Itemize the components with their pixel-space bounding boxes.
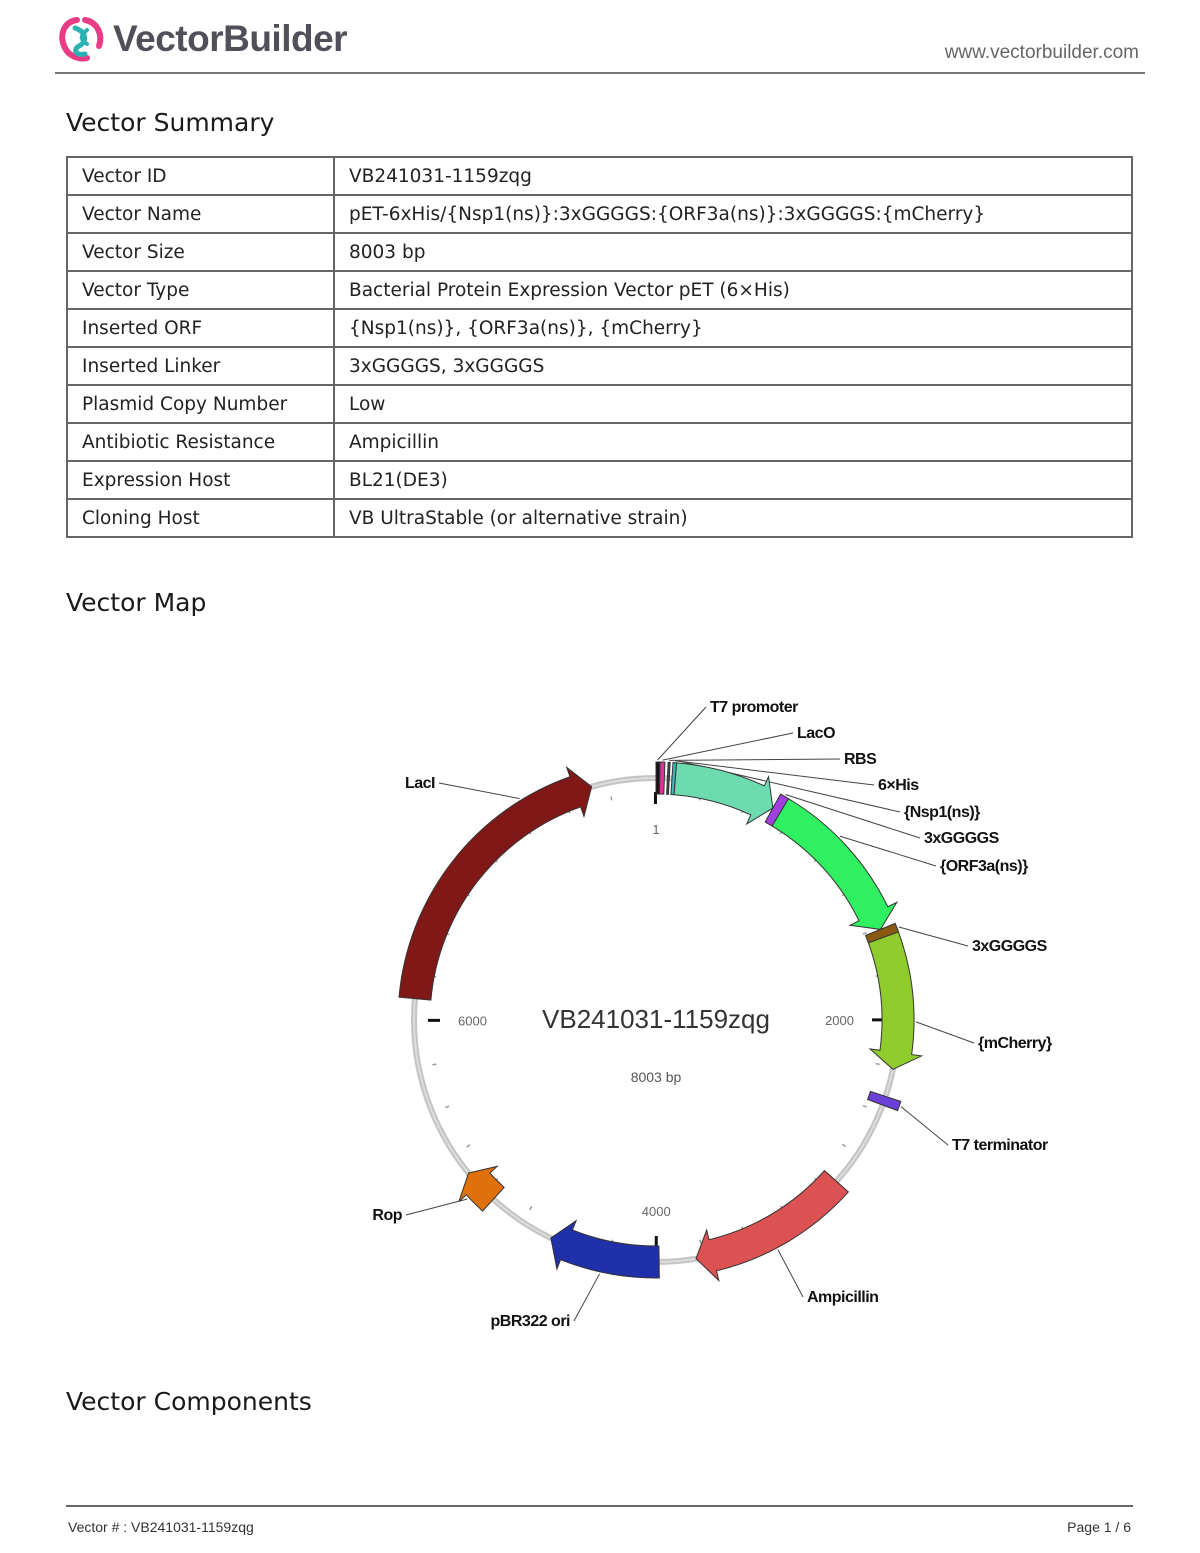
summary-value: pET-6xHis/{Nsp1(ns)}:3xGGGGS:{ORF3a(ns)}:3xGGGGS:{mCherry} [334, 195, 1132, 233]
summary-value: 3xGGGGS, 3xGGGGS [334, 347, 1132, 385]
map-tick [842, 1144, 845, 1146]
summary-value: BL21(DE3) [334, 461, 1132, 499]
map-tick [611, 796, 612, 800]
map-leader-line [574, 1274, 600, 1321]
summary-key: Vector Size [67, 233, 334, 271]
map-feature [656, 762, 660, 794]
summary-key: Inserted Linker [67, 347, 334, 385]
summary-row [67, 499, 1132, 537]
map-feature [772, 799, 897, 930]
map-feature-label: LacO [797, 725, 836, 742]
map-feature [674, 763, 773, 824]
map-feature-label: {ORF3a(ns)} [940, 858, 1028, 875]
summary-value: Bacterial Protein Expression Vector pET (6×His) [334, 271, 1132, 309]
map-tick [863, 933, 867, 935]
map-leader-line [901, 1107, 948, 1145]
summary-row [67, 423, 1132, 461]
summary-row [67, 461, 1132, 499]
summary-key: Antibiotic Resistance [67, 423, 334, 461]
summary-key: Plasmid Copy Number [67, 385, 334, 423]
brand-logo[interactable] [57, 14, 347, 64]
map-feature-label: {mCherry} [978, 1035, 1052, 1052]
summary-row [67, 385, 1132, 423]
map-leader-line [406, 1199, 467, 1215]
map-leader-line [669, 759, 840, 760]
map-feature [399, 767, 592, 1000]
page-header [55, 12, 1145, 74]
map-vector-id: VB241031-1159zqg [542, 1004, 770, 1034]
map-feature-label: RBS [844, 751, 877, 768]
footer-vector-id: Vector # : VB241031-1159zqg [68, 1519, 254, 1535]
summary-value: {Nsp1(ns)}, {ORF3a(ns)}, {mCherry} [334, 309, 1132, 347]
map-feature-label: T7 promoter [710, 699, 798, 716]
summary-row [67, 195, 1132, 233]
map-feature-label: 3xGGGGS [924, 830, 999, 847]
map-leader-line [916, 1022, 974, 1043]
map-feature [667, 762, 671, 794]
map-feature [660, 762, 665, 794]
map-feature-label: LacI [404, 775, 435, 792]
map-leader-line [439, 783, 520, 799]
summary-key: Expression Host [67, 461, 334, 499]
map-tick [530, 1206, 532, 1209]
section-title-components: Vector Components [66, 1387, 312, 1416]
map-tick [876, 1064, 880, 1065]
map-leader-line [778, 1250, 803, 1297]
summary-value: Ampicillin [334, 423, 1132, 461]
site-url[interactable]: www.vectorbuilder.com [944, 42, 1139, 63]
map-tick-label: 4000 [641, 1203, 671, 1219]
summary-value: VB241031-1159zqg [334, 157, 1132, 195]
footer-page-number: Page 1 / 6 [1067, 1519, 1131, 1535]
summary-key: Inserted ORF [67, 309, 334, 347]
map-feature-label: 3xGGGGS [972, 938, 1047, 955]
summary-row [67, 271, 1132, 309]
summary-row [67, 157, 1132, 195]
map-tick-label: 1 [652, 822, 660, 837]
map-tick [445, 1106, 449, 1108]
map-feature [696, 1171, 848, 1281]
vectorbuilder-logo-icon [57, 16, 107, 62]
map-tick [700, 1240, 701, 1244]
brand-name: VectorBuilder [113, 18, 348, 59]
map-feature-label: 6×His [878, 777, 919, 794]
map-tick [863, 1106, 867, 1108]
section-title-summary: Vector Summary [66, 108, 275, 137]
map-vector-size: 8003 bp [630, 1069, 682, 1085]
summary-key: Vector Type [67, 271, 334, 309]
section-title-map: Vector Map [66, 588, 207, 617]
map-leader-line [663, 733, 793, 760]
summary-key: Vector Name [67, 195, 334, 233]
map-feature-label: pBR322 ori [490, 1313, 570, 1330]
summary-value: VB UltraStable (or alternative strain) [334, 499, 1132, 537]
summary-row [67, 309, 1132, 347]
map-tick-label: 2000 [825, 1012, 854, 1028]
map-tick-label: 6000 [458, 1013, 487, 1029]
summary-value: 8003 bp [334, 233, 1132, 271]
summary-value: Low [334, 385, 1132, 423]
map-feature [551, 1221, 659, 1278]
map-feature-label: {Nsp1(ns)} [904, 804, 980, 821]
map-feature-label: T7 terminator [952, 1137, 1048, 1154]
summary-key: Cloning Host [67, 499, 334, 537]
map-feature [868, 932, 921, 1069]
vector-map [300, 690, 1120, 1340]
map-tick [432, 1064, 436, 1065]
summary-row [67, 347, 1132, 385]
page-footer [66, 1505, 1133, 1535]
summary-key: Vector ID [67, 157, 334, 195]
map-feature-label: Ampicillin [807, 1289, 879, 1306]
map-feature-label: Rop [372, 1207, 402, 1224]
map-tick [467, 1145, 470, 1147]
summary-row [67, 233, 1132, 271]
vector-summary-table [66, 156, 1133, 538]
map-leader-line [899, 927, 968, 946]
